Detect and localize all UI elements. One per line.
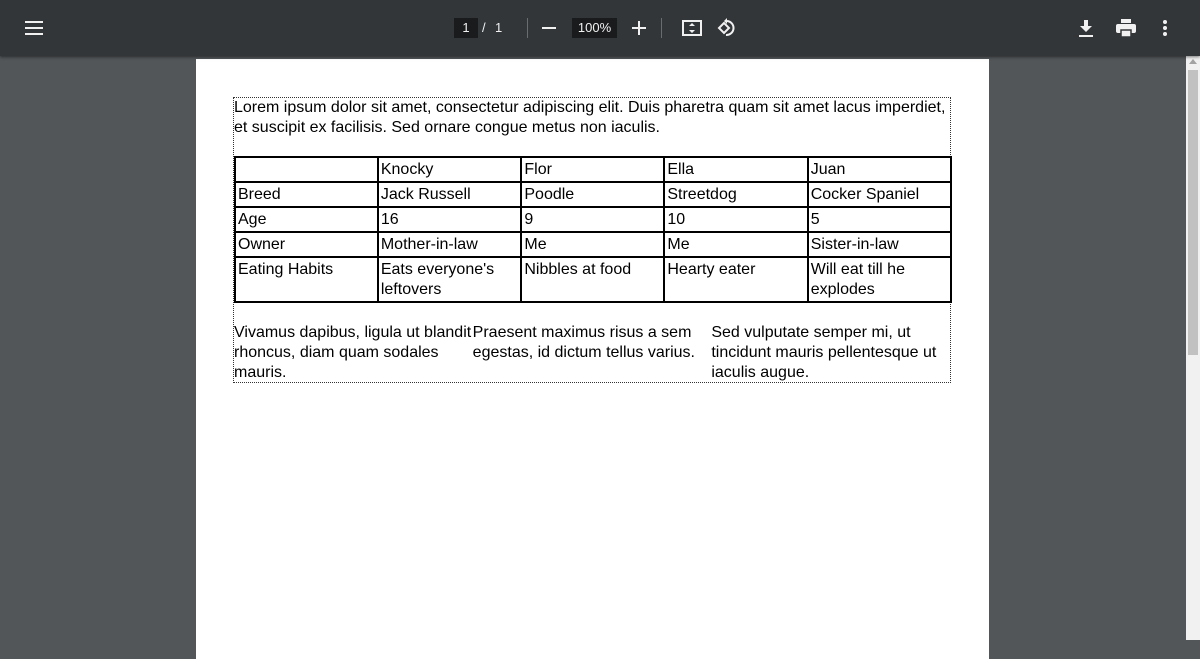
table-row: [235, 232, 951, 257]
text-column: Sed vulputate semper mi, ut tincidunt mauris pellentesque ut iaculis augue.: [711, 324, 937, 381]
text-columns: [234, 323, 950, 383]
text-column: Vivamus dapibus, ligula ut blandit rhoncus, diam quam sodales mauris.: [234, 324, 472, 381]
print-button[interactable]: [1114, 16, 1138, 40]
divider: [661, 18, 662, 38]
table-cell: 9: [521, 207, 664, 232]
rotate-button[interactable]: [715, 16, 739, 40]
dogs-table: [234, 156, 952, 303]
table-cell: Breed: [235, 182, 378, 207]
table-row: [235, 257, 951, 302]
vertical-scrollbar[interactable]: [1186, 56, 1200, 640]
table-row: [235, 207, 951, 232]
page-separator: /: [482, 20, 486, 35]
table-cell: Jack Russell: [378, 182, 522, 207]
table-cell: Flor: [521, 157, 664, 182]
table-header-row: [235, 157, 951, 182]
zoom-out-icon: [542, 27, 556, 29]
divider: [527, 18, 528, 38]
table-cell: 10: [664, 207, 807, 232]
table-cell: Will eat till he explodes: [808, 257, 951, 302]
table-cell: Me: [521, 232, 664, 257]
menu-icon: [25, 21, 43, 35]
table-cell: Cocker Spaniel: [808, 182, 951, 207]
pdf-page: [196, 59, 989, 659]
table-cell: 16: [378, 207, 522, 232]
table-cell: Knocky: [378, 157, 522, 182]
download-icon: [1079, 20, 1093, 37]
table-row: [235, 182, 951, 207]
table-cell: Streetdog: [664, 182, 807, 207]
scroll-up-arrow-icon[interactable]: [1189, 59, 1197, 64]
table-cell: 5: [808, 207, 951, 232]
fit-page-icon: [682, 20, 702, 36]
intro-paragraph: Lorem ipsum dolor sit amet, consectetur adipiscing elit. Duis pharetra quam sit amet lacus imperdiet, et suscipit ex facilisis. Sed ornare congue metus non iaculis.: [234, 99, 946, 136]
table-cell: Ella: [664, 157, 807, 182]
rotate-icon: [717, 18, 737, 38]
fit-page-button[interactable]: [680, 16, 704, 40]
table-cell: Hearty eater: [664, 257, 807, 302]
menu-button[interactable]: [22, 16, 46, 40]
table-cell: Eats everyone's leftovers: [378, 257, 522, 302]
scrollbar-thumb[interactable]: [1188, 70, 1198, 355]
table-cell: Sister-in-law: [808, 232, 951, 257]
zoom-out-button[interactable]: [539, 18, 559, 38]
page-number-input[interactable]: 1: [454, 18, 478, 38]
zoom-in-icon: [632, 21, 646, 35]
table-cell: Juan: [808, 157, 951, 182]
text-column: Praesent maximus risus a sem egestas, id dictum tellus varius.: [472, 324, 695, 361]
table-cell: [235, 157, 378, 182]
table-cell: Mother-in-law: [378, 232, 522, 257]
download-button[interactable]: [1074, 16, 1098, 40]
zoom-in-button[interactable]: [629, 18, 649, 38]
more-actions-button[interactable]: [1153, 16, 1177, 40]
table-cell: Me: [664, 232, 807, 257]
table-cell: Eating Habits: [235, 257, 378, 302]
table-cell: Owner: [235, 232, 378, 257]
pdf-toolbar: [0, 0, 1200, 56]
table-cell: Poodle: [521, 182, 664, 207]
table-cell: Nibbles at food: [521, 257, 664, 302]
table-cell: Age: [235, 207, 378, 232]
zoom-level-input[interactable]: 100%: [572, 18, 617, 38]
document-content: [233, 97, 951, 383]
more-vert-icon: [1163, 20, 1167, 36]
total-pages: 1: [495, 20, 503, 35]
print-icon: [1116, 19, 1136, 37]
